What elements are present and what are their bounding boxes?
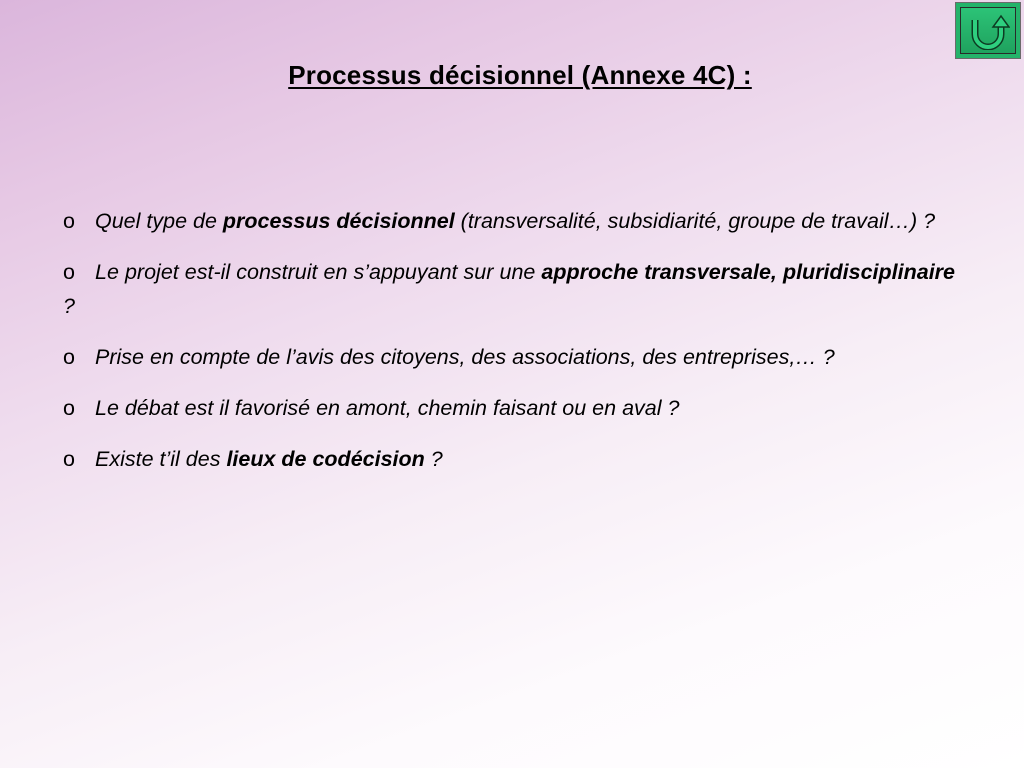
u-turn-back-icon [966,12,1010,50]
bullet-text: ? [63,294,75,318]
bullet-list [63,204,955,493]
bullet-processus [63,204,955,238]
bullet-marker: o [63,396,75,420]
bullet-text: Existe t’il des [95,447,227,471]
bullet-text: Le projet est-il construit en s’appuyant sur une [95,260,542,284]
bullet-approche [63,255,955,323]
bullet-marker: o [63,345,75,369]
bullet-codecision [63,442,955,476]
bullet-marker: o [63,447,75,471]
bullet-text: Prise en compte de l’avis des citoyens, des associations, des entreprises,… ? [95,345,835,369]
bullet-marker: o [63,260,75,284]
bullet-emphasis: approche transversale, pluridisciplinaire [541,260,955,284]
bullet-emphasis: lieux de codécision [226,447,425,471]
bullet-text: (transversalité, subsidiarité, groupe de travail…) ? [454,209,936,233]
bullet-text: ? [424,447,443,471]
bullet-avis-citoyens [63,340,955,374]
back-button[interactable] [955,2,1021,59]
bullet-emphasis: processus décisionnel [222,209,455,233]
bullet-marker: o [63,209,75,233]
bullet-text: Quel type de [95,209,223,233]
slide-title: Processus décisionnel (Annexe 4C) : [288,60,752,90]
bullet-text: Le débat est il favorisé en amont, chemin faisant ou en aval ? [95,396,680,420]
bullet-debat [63,391,955,425]
back-button-frame [960,7,1016,54]
